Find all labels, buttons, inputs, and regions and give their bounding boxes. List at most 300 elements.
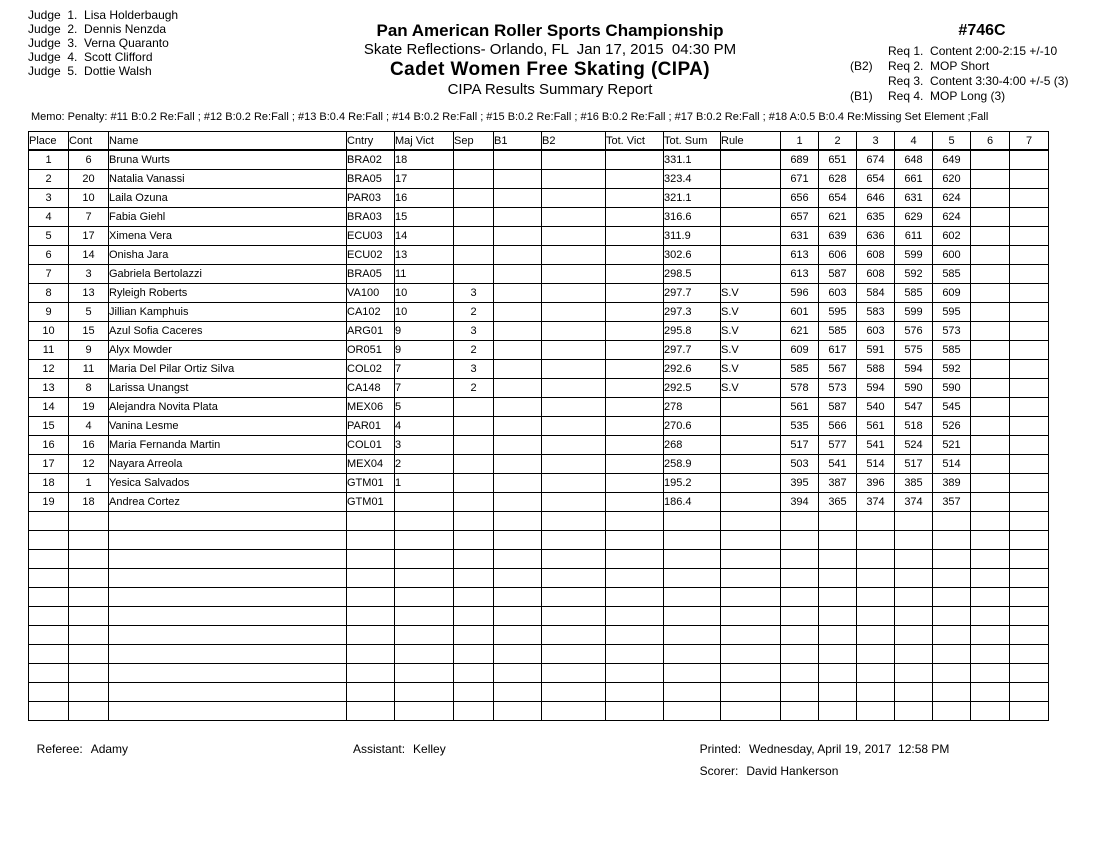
table-cell	[454, 493, 494, 512]
table-cell: 268	[664, 436, 721, 455]
table-cell: BRA02	[347, 150, 395, 170]
table-cell: 657	[781, 208, 819, 227]
column-header: Maj Vict	[395, 132, 454, 151]
empty-cell	[606, 588, 664, 607]
empty-cell	[454, 683, 494, 702]
table-cell	[454, 208, 494, 227]
empty-cell	[542, 645, 606, 664]
empty-cell	[347, 588, 395, 607]
empty-cell	[454, 588, 494, 607]
table-cell: 517	[895, 455, 933, 474]
table-cell	[494, 208, 542, 227]
empty-cell	[1010, 683, 1049, 702]
table-row	[29, 246, 1049, 265]
table-cell	[542, 208, 606, 227]
table-cell: COL01	[347, 436, 395, 455]
empty-cell	[781, 702, 819, 721]
judge-line: Judge 2. Dennis Nenzda	[28, 22, 167, 36]
table-cell: 689	[781, 150, 819, 170]
table-cell	[721, 227, 781, 246]
table-cell: 594	[857, 379, 895, 398]
table-cell: Maria Fernanda Martin	[109, 436, 347, 455]
requirement-prefix	[850, 74, 888, 89]
table-cell: 588	[857, 360, 895, 379]
table-cell: S.V	[721, 322, 781, 341]
table-cell: 661	[895, 170, 933, 189]
empty-cell	[819, 588, 857, 607]
table-cell	[1010, 455, 1049, 474]
table-cell: 6	[69, 150, 109, 170]
empty-cell	[819, 531, 857, 550]
empty-cell	[395, 569, 454, 588]
table-cell: 15	[29, 417, 69, 436]
table-cell: 16	[395, 189, 454, 208]
requirement-prefix	[850, 44, 888, 59]
table-row	[29, 455, 1049, 474]
empty-cell	[606, 531, 664, 550]
requirement-text: Req 4. MOP Long (3)	[888, 89, 1006, 103]
table-cell: 11	[395, 265, 454, 284]
empty-cell	[454, 531, 494, 550]
judge-line: Judge 1. Lisa Holderbaugh	[28, 8, 179, 22]
table-cell: 603	[857, 322, 895, 341]
table-cell: 9	[395, 322, 454, 341]
table-cell	[542, 322, 606, 341]
table-cell	[971, 150, 1010, 170]
table-cell	[971, 227, 1010, 246]
requirement-prefix: (B1)	[850, 89, 873, 103]
empty-cell	[29, 588, 69, 607]
empty-cell	[971, 664, 1010, 683]
table-cell	[606, 265, 664, 284]
table-cell: Fabia Giehl	[109, 208, 347, 227]
table-cell: 583	[857, 303, 895, 322]
empty-cell	[933, 645, 971, 664]
empty-cell	[395, 683, 454, 702]
table-cell	[606, 379, 664, 398]
table-header-row	[29, 132, 1049, 151]
empty-cell	[895, 569, 933, 588]
table-cell	[1010, 474, 1049, 493]
empty-cell	[857, 683, 895, 702]
empty-cell	[664, 512, 721, 531]
column-header: B2	[542, 132, 606, 151]
table-cell: 316.6	[664, 208, 721, 227]
table-cell: 545	[933, 398, 971, 417]
table-cell: 5	[29, 227, 69, 246]
table-cell: 18	[29, 474, 69, 493]
table-cell: 365	[819, 493, 857, 512]
table-cell: 3	[69, 265, 109, 284]
table-cell: 278	[664, 398, 721, 417]
empty-cell	[664, 626, 721, 645]
empty-table-row	[29, 588, 1049, 607]
table-cell: 8	[29, 284, 69, 303]
requirement-line	[850, 74, 1080, 89]
table-cell: 503	[781, 455, 819, 474]
empty-cell	[69, 702, 109, 721]
empty-cell	[971, 626, 1010, 645]
empty-cell	[347, 626, 395, 645]
empty-cell	[606, 683, 664, 702]
table-cell: 297.7	[664, 341, 721, 360]
empty-cell	[454, 607, 494, 626]
empty-cell	[857, 512, 895, 531]
table-cell: 16	[29, 436, 69, 455]
table-cell	[971, 284, 1010, 303]
table-cell: Ryleigh Roberts	[109, 284, 347, 303]
table-row	[29, 189, 1049, 208]
empty-cell	[1010, 588, 1049, 607]
column-header: 5	[933, 132, 971, 151]
empty-table-row	[29, 645, 1049, 664]
table-cell	[542, 246, 606, 265]
table-row	[29, 474, 1049, 493]
table-row	[29, 265, 1049, 284]
table-cell: 621	[781, 322, 819, 341]
table-cell: CA102	[347, 303, 395, 322]
table-cell: Natalia Vanassi	[109, 170, 347, 189]
table-cell	[1010, 379, 1049, 398]
judge-line: Judge 3. Verna Quaranto	[28, 36, 169, 50]
table-cell: 595	[819, 303, 857, 322]
empty-cell	[1010, 626, 1049, 645]
empty-table-row	[29, 702, 1049, 721]
table-cell	[542, 455, 606, 474]
table-cell	[542, 303, 606, 322]
table-cell: 587	[819, 265, 857, 284]
empty-cell	[933, 512, 971, 531]
empty-cell	[347, 550, 395, 569]
table-cell	[494, 189, 542, 208]
table-cell: 601	[781, 303, 819, 322]
table-cell	[1010, 246, 1049, 265]
table-cell: 535	[781, 417, 819, 436]
table-cell	[542, 436, 606, 455]
empty-cell	[933, 664, 971, 683]
column-header: Tot. Vict	[606, 132, 664, 151]
table-cell: PAR03	[347, 189, 395, 208]
table-cell: 4	[29, 208, 69, 227]
table-cell: 594	[895, 360, 933, 379]
empty-cell	[109, 550, 347, 569]
table-cell	[542, 341, 606, 360]
empty-cell	[664, 588, 721, 607]
table-cell: 646	[857, 189, 895, 208]
empty-cell	[109, 664, 347, 683]
empty-cell	[109, 569, 347, 588]
requirement-line	[850, 89, 1080, 104]
table-cell: 19	[29, 493, 69, 512]
table-cell: 6	[29, 246, 69, 265]
empty-cell	[819, 569, 857, 588]
table-cell	[1010, 436, 1049, 455]
empty-cell	[454, 550, 494, 569]
event-title: Cadet Women Free Skating (CIPA)	[390, 59, 710, 80]
table-cell	[971, 265, 1010, 284]
empty-table-row	[29, 531, 1049, 550]
column-header: Name	[109, 132, 347, 151]
table-cell	[971, 455, 1010, 474]
table-cell: 8	[69, 379, 109, 398]
empty-table-row	[29, 626, 1049, 645]
empty-cell	[664, 550, 721, 569]
empty-cell	[819, 702, 857, 721]
table-cell	[1010, 170, 1049, 189]
table-cell: 603	[819, 284, 857, 303]
empty-cell	[971, 607, 1010, 626]
table-cell	[1010, 284, 1049, 303]
empty-cell	[721, 569, 781, 588]
table-cell: 195.2	[664, 474, 721, 493]
empty-cell	[664, 664, 721, 683]
table-cell: VA100	[347, 284, 395, 303]
table-cell: 585	[933, 341, 971, 360]
table-header	[29, 132, 1049, 151]
table-cell: S.V	[721, 360, 781, 379]
table-cell: 13	[29, 379, 69, 398]
table-cell: 2	[454, 303, 494, 322]
empty-cell	[721, 664, 781, 683]
table-cell	[721, 455, 781, 474]
empty-cell	[895, 683, 933, 702]
table-cell: 389	[933, 474, 971, 493]
table-cell: 578	[781, 379, 819, 398]
column-header: Cont	[69, 132, 109, 151]
empty-cell	[395, 626, 454, 645]
empty-cell	[69, 626, 109, 645]
table-cell	[971, 322, 1010, 341]
table-cell: 635	[857, 208, 895, 227]
table-cell: 17	[69, 227, 109, 246]
table-cell: 18	[69, 493, 109, 512]
empty-cell	[69, 512, 109, 531]
table-cell	[721, 150, 781, 170]
table-cell	[395, 493, 454, 512]
table-cell: 573	[933, 322, 971, 341]
table-cell: 258.9	[664, 455, 721, 474]
requirement-text: Req 2. MOP Short	[888, 59, 990, 73]
table-cell: 631	[895, 189, 933, 208]
empty-cell	[29, 607, 69, 626]
table-cell: 298.5	[664, 265, 721, 284]
table-cell: 12	[29, 360, 69, 379]
table-cell: 9	[395, 341, 454, 360]
table-cell: 613	[781, 246, 819, 265]
empty-cell	[895, 588, 933, 607]
table-cell: 321.1	[664, 189, 721, 208]
empty-table-row	[29, 683, 1049, 702]
empty-cell	[494, 531, 542, 550]
empty-cell	[895, 512, 933, 531]
table-cell: 302.6	[664, 246, 721, 265]
empty-cell	[664, 683, 721, 702]
empty-table-row	[29, 664, 1049, 683]
table-cell: 541	[819, 455, 857, 474]
table-cell: 394	[781, 493, 819, 512]
table-cell	[1010, 208, 1049, 227]
empty-cell	[395, 645, 454, 664]
table-cell	[971, 303, 1010, 322]
table-cell: 599	[895, 303, 933, 322]
empty-cell	[857, 645, 895, 664]
table-cell: 611	[895, 227, 933, 246]
table-cell: BRA05	[347, 265, 395, 284]
table-cell: 9	[29, 303, 69, 322]
empty-cell	[819, 512, 857, 531]
table-cell	[606, 417, 664, 436]
table-cell	[971, 398, 1010, 417]
column-header: 3	[857, 132, 895, 151]
table-cell: ECU02	[347, 246, 395, 265]
table-cell	[721, 493, 781, 512]
table-cell	[454, 189, 494, 208]
empty-cell	[494, 550, 542, 569]
table-cell: 292.5	[664, 379, 721, 398]
table-cell: 1	[29, 150, 69, 170]
scorer-name: David Hankerson	[746, 764, 839, 778]
scorer-label: Scorer:	[699, 764, 739, 778]
empty-cell	[347, 607, 395, 626]
table-cell: 10	[395, 284, 454, 303]
table-cell: 387	[819, 474, 857, 493]
empty-cell	[1010, 550, 1049, 569]
empty-cell	[895, 626, 933, 645]
table-cell	[606, 170, 664, 189]
table-cell	[721, 170, 781, 189]
empty-cell	[819, 626, 857, 645]
table-cell	[494, 227, 542, 246]
empty-cell	[857, 607, 895, 626]
table-cell	[494, 150, 542, 170]
table-cell	[971, 436, 1010, 455]
table-cell	[454, 436, 494, 455]
empty-cell	[895, 645, 933, 664]
table-cell	[454, 455, 494, 474]
table-cell	[542, 284, 606, 303]
table-cell: 518	[895, 417, 933, 436]
table-cell: 524	[895, 436, 933, 455]
table-row	[29, 379, 1049, 398]
table-body	[29, 150, 1049, 721]
empty-cell	[606, 512, 664, 531]
empty-cell	[606, 607, 664, 626]
table-cell: 613	[781, 265, 819, 284]
empty-table-row	[29, 569, 1049, 588]
championship-title: Pan American Roller Sports Championship	[376, 21, 724, 40]
table-cell: 602	[933, 227, 971, 246]
table-cell: Onisha Jara	[109, 246, 347, 265]
table-cell: 12	[69, 455, 109, 474]
empty-cell	[971, 702, 1010, 721]
table-cell: 4	[69, 417, 109, 436]
empty-cell	[857, 550, 895, 569]
column-header: Tot. Sum	[664, 132, 721, 151]
empty-cell	[494, 626, 542, 645]
table-cell: 620	[933, 170, 971, 189]
empty-cell	[69, 550, 109, 569]
empty-cell	[542, 607, 606, 626]
empty-table-row	[29, 512, 1049, 531]
table-cell: Bruna Wurts	[109, 150, 347, 170]
table-cell: Jillian Kamphuis	[109, 303, 347, 322]
table-cell	[606, 474, 664, 493]
empty-cell	[857, 588, 895, 607]
table-cell	[1010, 341, 1049, 360]
table-cell: 585	[895, 284, 933, 303]
event-number: #746C	[958, 22, 1006, 39]
table-cell	[542, 493, 606, 512]
table-cell: 311.9	[664, 227, 721, 246]
empty-cell	[494, 683, 542, 702]
empty-cell	[109, 702, 347, 721]
table-cell: BRA03	[347, 208, 395, 227]
empty-cell	[109, 588, 347, 607]
table-cell	[606, 227, 664, 246]
table-cell: 609	[933, 284, 971, 303]
table-cell: 15	[395, 208, 454, 227]
empty-cell	[454, 645, 494, 664]
table-cell	[1010, 398, 1049, 417]
table-cell	[971, 208, 1010, 227]
table-cell: 3	[454, 360, 494, 379]
table-cell: 585	[819, 322, 857, 341]
table-cell: PAR01	[347, 417, 395, 436]
table-cell: Gabriela Bertolazzi	[109, 265, 347, 284]
empty-cell	[721, 550, 781, 569]
empty-cell	[542, 702, 606, 721]
empty-cell	[664, 702, 721, 721]
report-title: CIPA Results Summary Report	[447, 81, 653, 98]
empty-cell	[69, 531, 109, 550]
empty-cell	[395, 588, 454, 607]
empty-cell	[857, 531, 895, 550]
table-cell: GTM01	[347, 493, 395, 512]
table-cell	[1010, 493, 1049, 512]
table-cell: 671	[781, 170, 819, 189]
table-cell: 592	[895, 265, 933, 284]
empty-cell	[857, 626, 895, 645]
empty-cell	[542, 664, 606, 683]
table-cell: S.V	[721, 284, 781, 303]
table-cell	[494, 284, 542, 303]
empty-cell	[606, 664, 664, 683]
table-cell: 651	[819, 150, 857, 170]
table-cell: 323.4	[664, 170, 721, 189]
table-cell: 514	[857, 455, 895, 474]
table-cell	[542, 170, 606, 189]
table-cell: 591	[857, 341, 895, 360]
empty-cell	[542, 531, 606, 550]
empty-cell	[347, 645, 395, 664]
table-cell	[606, 455, 664, 474]
table-cell: 385	[895, 474, 933, 493]
empty-cell	[29, 512, 69, 531]
table-cell: 2	[454, 379, 494, 398]
table-row	[29, 322, 1049, 341]
empty-cell	[29, 664, 69, 683]
results-table	[28, 131, 1049, 721]
empty-cell	[664, 607, 721, 626]
empty-cell	[606, 626, 664, 645]
table-cell	[606, 436, 664, 455]
empty-cell	[664, 569, 721, 588]
table-cell: Maria Del Pilar Ortiz Silva	[109, 360, 347, 379]
event-info-block	[850, 22, 1080, 104]
column-header: B1	[494, 132, 542, 151]
column-header: Rule	[721, 132, 781, 151]
empty-cell	[971, 569, 1010, 588]
